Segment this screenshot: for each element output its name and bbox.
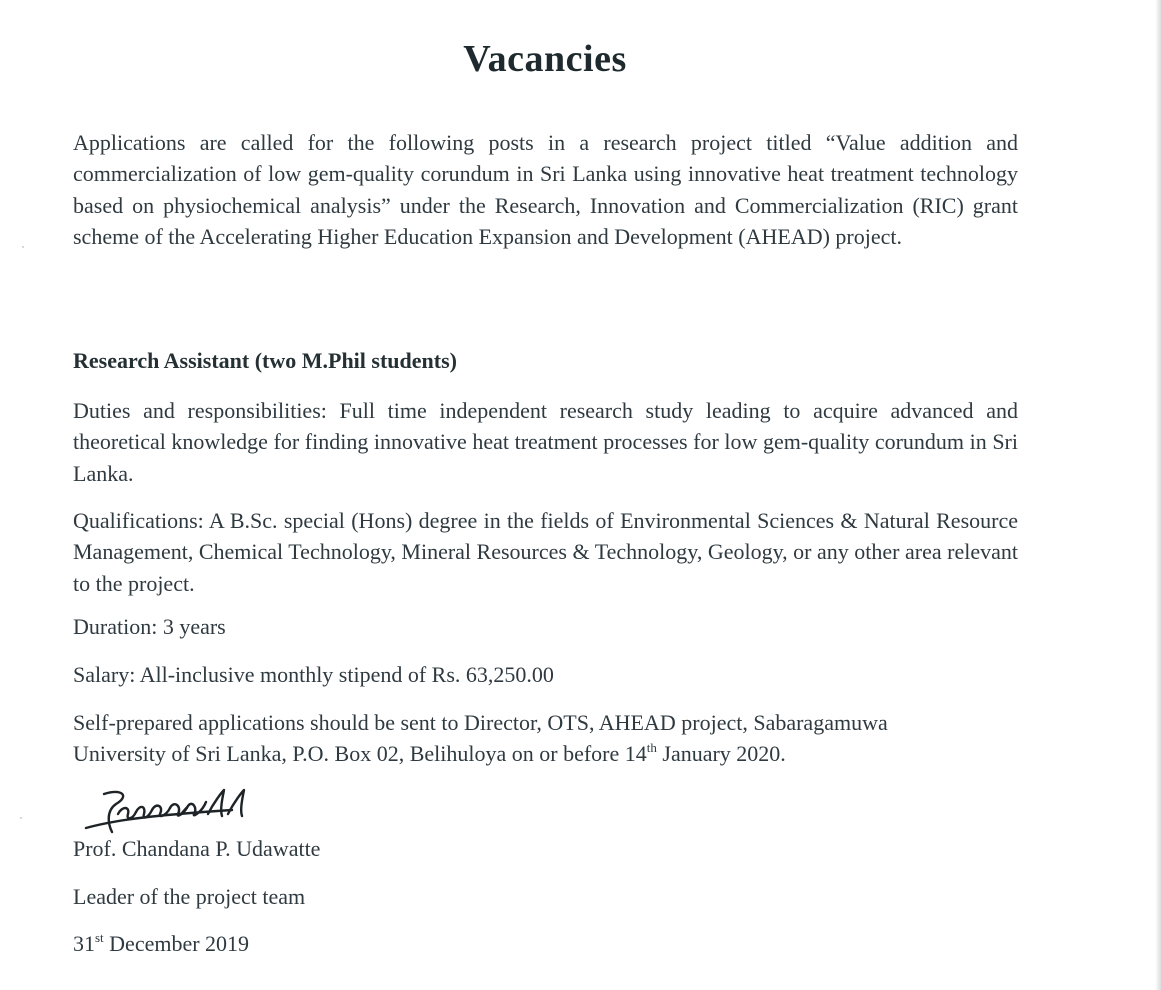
scan-speck bbox=[22, 246, 24, 248]
date-day: 31 bbox=[73, 931, 95, 956]
application-line-1: Self-prepared applications should be sent to Director, OTS, AHEAD project, Sabaragamuwa bbox=[73, 710, 888, 735]
scan-speck bbox=[20, 817, 22, 819]
intro-paragraph: Applications are called for the following posts in a research project titled “Value addition and commercialization of low gem-quality corundum in Sri Lanka using innovative heat treatment technology based on physiochemical analysis” under the Research, Innovation and Commercialization (RIC) grant scheme of the Accelerating Higher Education Expansion and Development (AHEAD) project. bbox=[73, 130, 1018, 249]
scan-edge-shadow bbox=[1155, 0, 1161, 990]
page-title: Vacancies bbox=[463, 38, 627, 81]
qualifications-paragraph: Qualifications: A B.Sc. special (Hons) degree in the fields of Environmental Sciences & Natural Resource Management, Chemical Technology, Mineral Resources & Technology, Geology, or any other area relevant to the project. bbox=[73, 508, 1018, 596]
position-heading: Research Assistant (two M.Phil students) bbox=[73, 348, 457, 373]
application-line-2-end: January 2020. bbox=[656, 741, 786, 766]
application-line-2 bbox=[73, 741, 786, 767]
signatory-role: Leader of the project team bbox=[73, 884, 306, 909]
handwritten-signature bbox=[82, 784, 262, 844]
ordinal-suffix: th bbox=[646, 740, 657, 755]
application-line-2-text: University of Sri Lanka, P.O. Box 02, Belihuloya on or before 14 bbox=[73, 741, 647, 766]
duties-paragraph: Duties and responsibilities: Full time independent research study leading to acquire advanced and theoretical knowledge for finding innovative heat treatment processes for low gem-quality corundum in Sri Lanka. bbox=[73, 398, 1018, 486]
date-ordinal-suffix: st bbox=[95, 930, 104, 945]
duration-line: Duration: 3 years bbox=[73, 614, 226, 639]
salary-line: Salary: All-inclusive monthly stipend of Rs. 63,250.00 bbox=[73, 662, 554, 687]
signatory-name: Prof. Chandana P. Udawatte bbox=[73, 836, 321, 861]
date-month-year: December 2019 bbox=[103, 931, 250, 956]
document-date bbox=[73, 931, 249, 957]
